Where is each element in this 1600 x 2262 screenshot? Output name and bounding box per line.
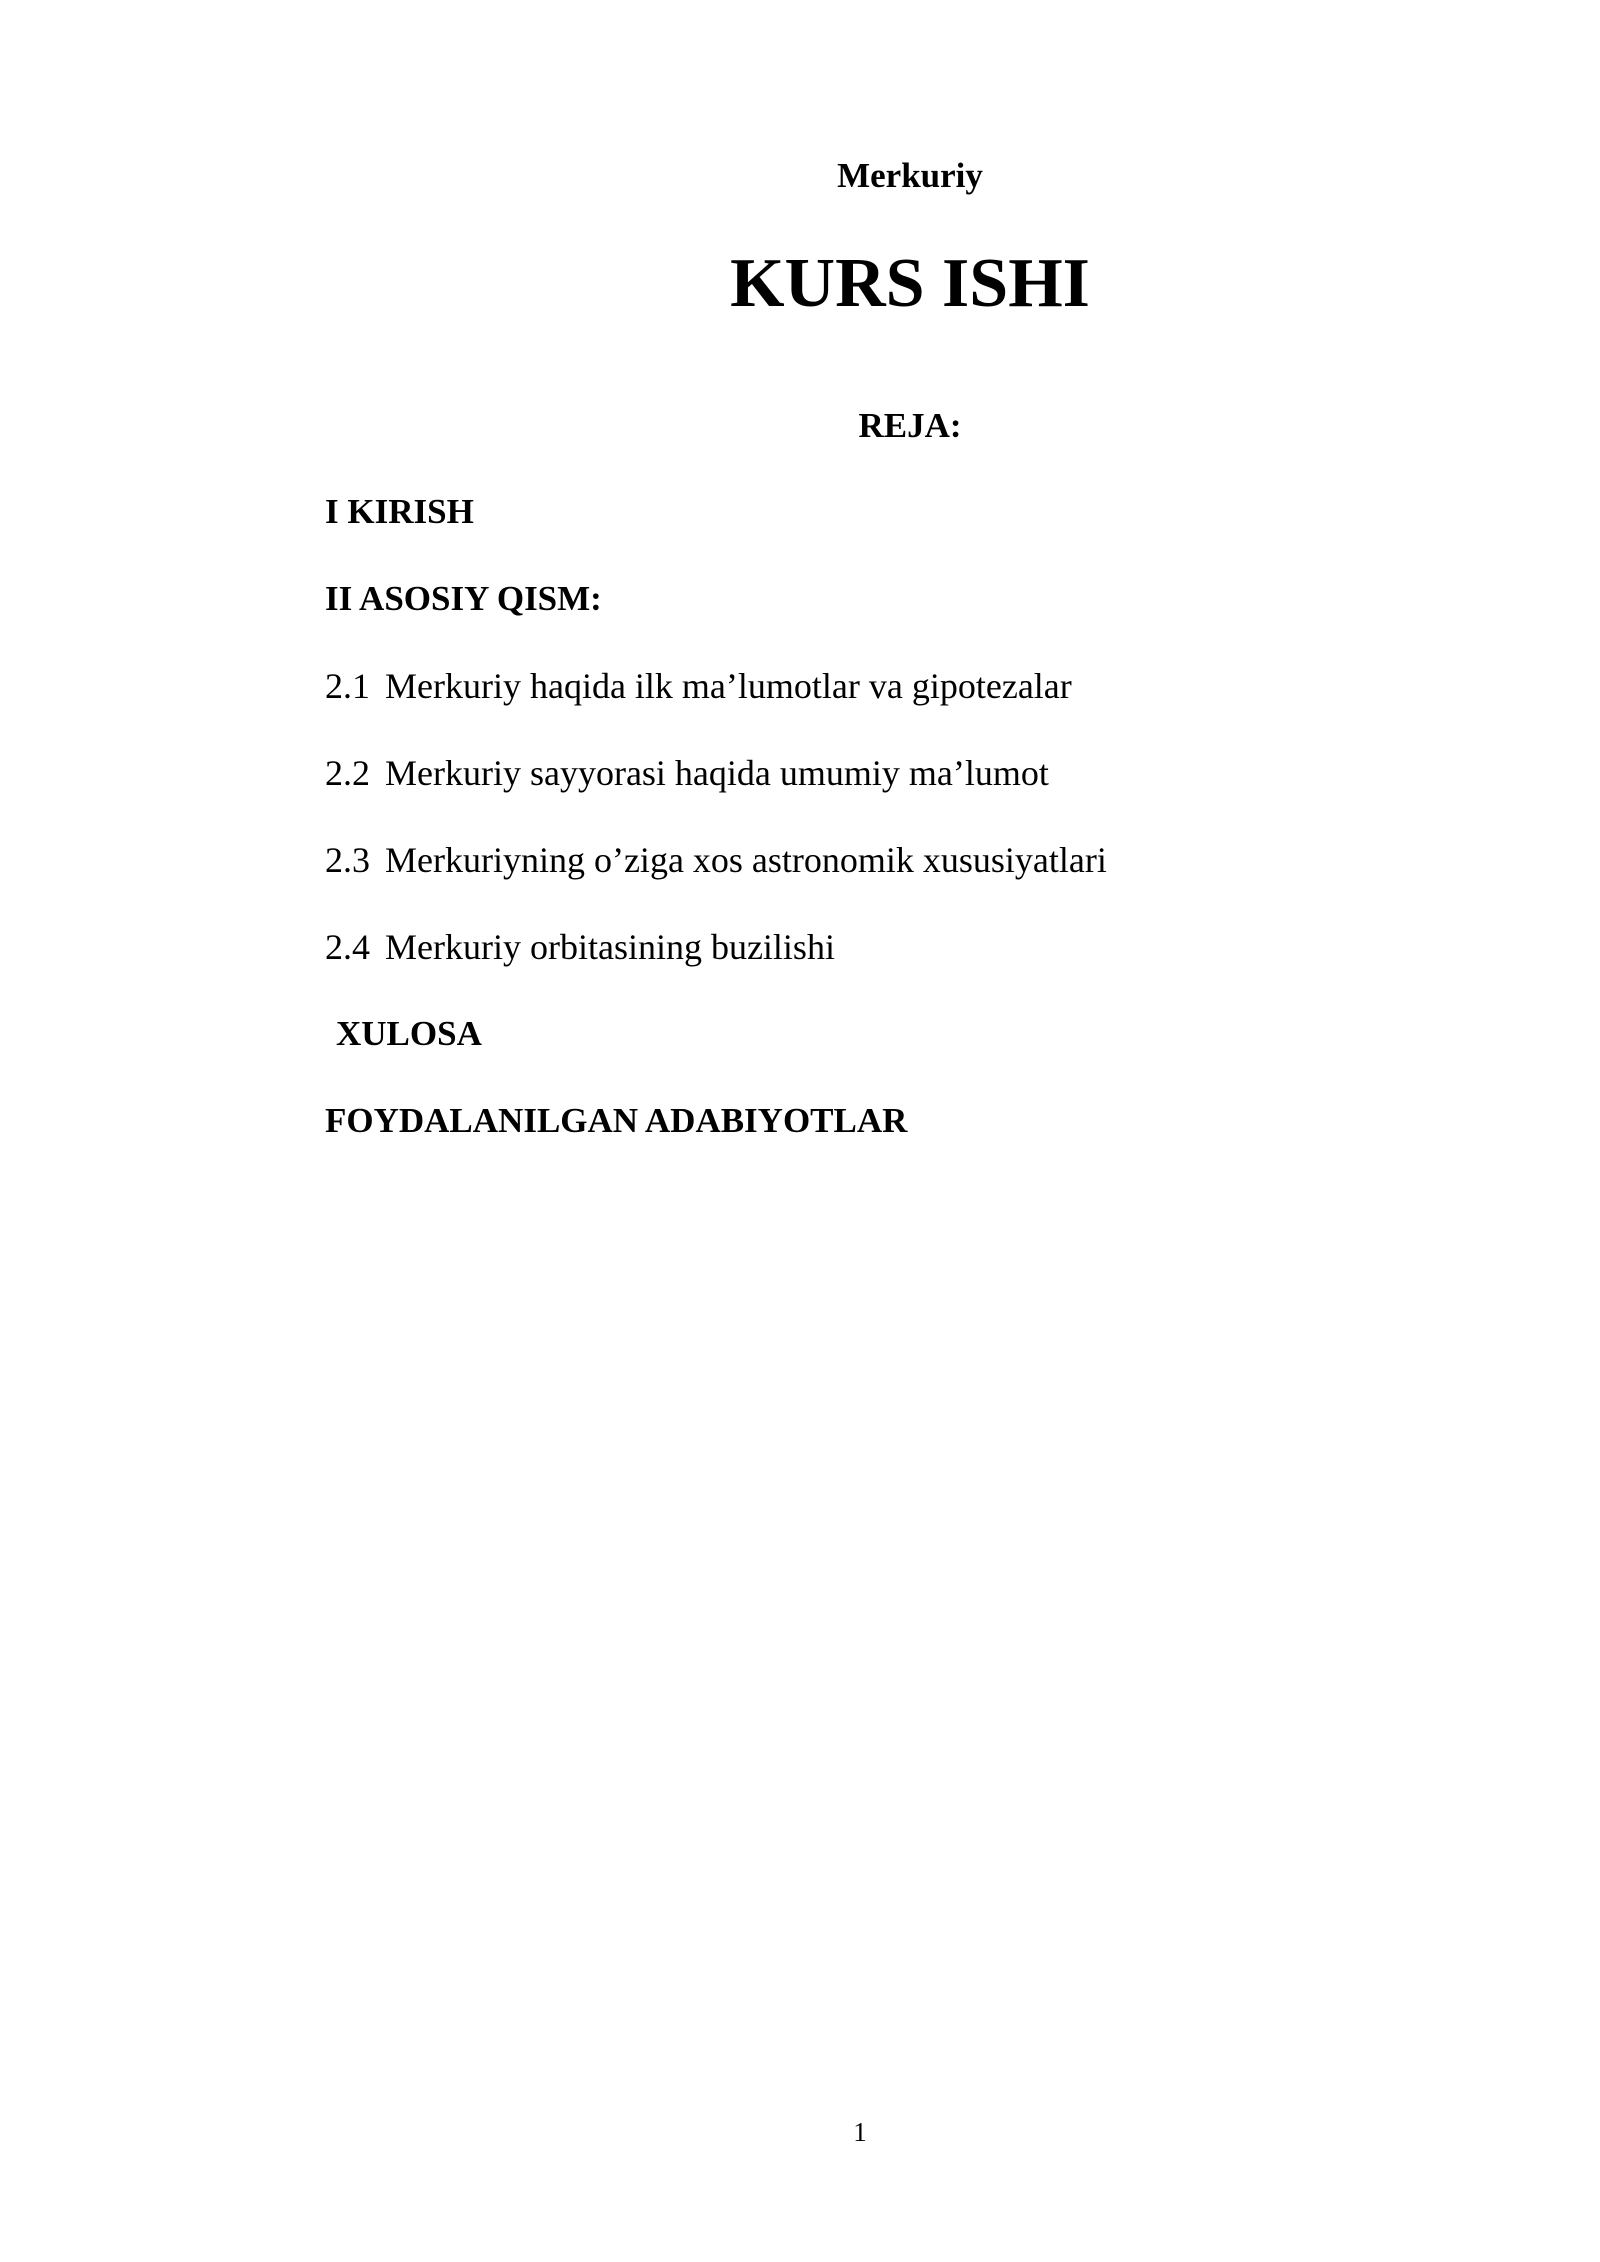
toc-item-number: 2.3 <box>325 840 370 880</box>
page-number: 1 <box>853 2117 867 2147</box>
toc-item-label: Merkuriy orbitasining buzilishi <box>385 927 835 967</box>
plan-heading: REJA: <box>858 406 962 445</box>
toc-item-section-2-2 <box>325 747 1425 834</box>
document-type-title: KURS ISHI <box>730 245 1090 322</box>
toc-item-section-2-4 <box>325 921 1425 1008</box>
toc-item-label: I KIRISH <box>325 492 474 531</box>
toc-item-introduction <box>325 486 1425 573</box>
toc-item-label: Merkuriy haqida ilk ma’lumotlar va gipotezalar <box>385 666 1072 706</box>
toc-item-number: 2.2 <box>325 753 370 793</box>
toc-item-conclusion <box>325 1008 1425 1095</box>
toc-item-section-2-1 <box>325 660 1425 747</box>
toc-item-label: II ASOSIY QISM: <box>325 579 602 618</box>
toc-item-number: 2.4 <box>325 927 370 967</box>
toc-item-section-2-3 <box>325 834 1425 921</box>
table-of-contents <box>325 486 1425 1182</box>
toc-item-label: XULOSA <box>336 1014 482 1053</box>
toc-item-label: Merkuriy sayyorasi haqida umumiy ma’lumot <box>385 753 1049 793</box>
subject-title: Merkuriy <box>837 156 983 195</box>
toc-item-label: Merkuriyning o’ziga xos astronomik xususiyatlari <box>385 840 1107 880</box>
toc-item-label: FOYDALANILGAN ADABIYOTLAR <box>325 1101 908 1140</box>
toc-item-references <box>325 1095 1425 1182</box>
toc-item-number: 2.1 <box>325 666 370 706</box>
toc-item-main-part <box>325 573 1425 660</box>
